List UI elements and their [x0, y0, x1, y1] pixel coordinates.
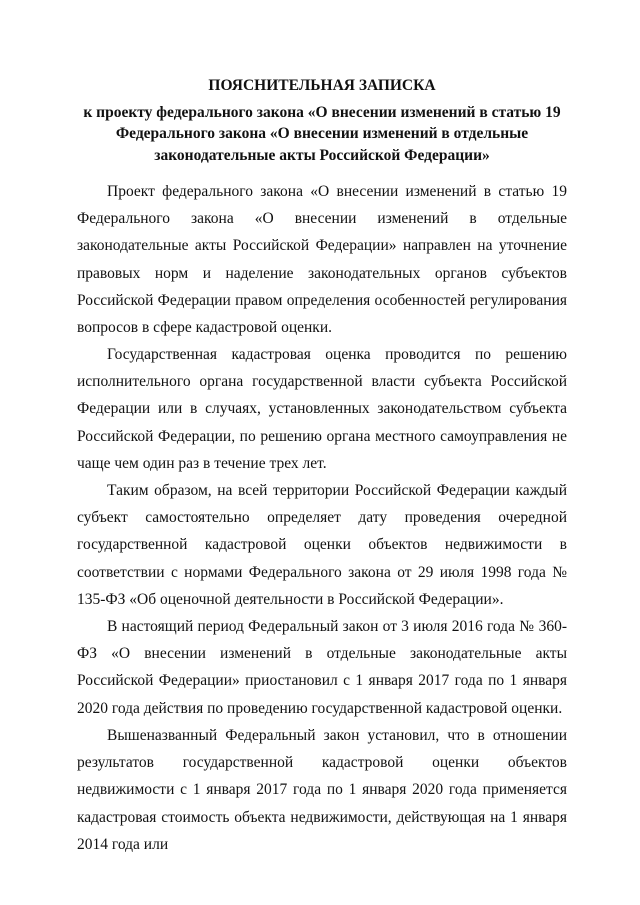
paragraph-1: Проект федерального закона «О внесении изменений в статью 19 Федерального закона «О внесении изменений в отдельные законодательные акты Российской Федерации» направлен на уточнение правовых норм и наделение законодательных органов субъектов Российской Федерации правом определения особенностей регулирования вопросов в сфере кадастровой оценки.: [77, 183, 567, 337]
paragraph-5: Вышеназванный Федеральный закон установил, что в отношении результатов государственной кадастровой оценки объектов недвижимости с 1 января 2017 года по 1 января 2020 года применяется кадастровая стоимость объекта недвижимости, действующая на 1 января 2014 года или: [77, 727, 567, 853]
paragraph-2: Государственная кадастровая оценка проводится по решению исполнительного органа государственной власти субъекта Российской Федерации или в случаях, установленных законодательством субъекта Российской Федерации, по решению органа местного самоуправления не чаще чем один раз в течение трех лет.: [77, 346, 567, 472]
paragraph-3: Таким образом, на всей территории Российской Федерации каждый субъект самостоятельно определяет дату проведения очередной государственной кадастровой оценки объектов недвижимости в соответствии с нормами Федерального закона от 29 июля 1998 года № 135-ФЗ «Об оценочной деятельности в Российской Федерации».: [77, 482, 567, 608]
document-subtitle-line-1: к проекту федерального закона «О внесении изменений в статью 19: [83, 104, 561, 121]
document-subtitle-line-3: законодательные акты Российской Федерации»: [154, 147, 490, 164]
paragraph-4: В настоящий период Федеральный закон от 3 июля 2016 года № 360-ФЗ «О внесении изменений в отдельные законодательные акты Российской Федерации» приостановил с 1 января 2017 года по 1 января 2020 года действия по проведению государственной кадастровой оценки.: [77, 618, 567, 717]
document-title: ПОЯСНИТЕЛЬНАЯ ЗАПИСКА: [208, 77, 436, 94]
document-subtitle-line-2: Федерального закона «О внесении изменений в отдельные: [115, 125, 529, 142]
